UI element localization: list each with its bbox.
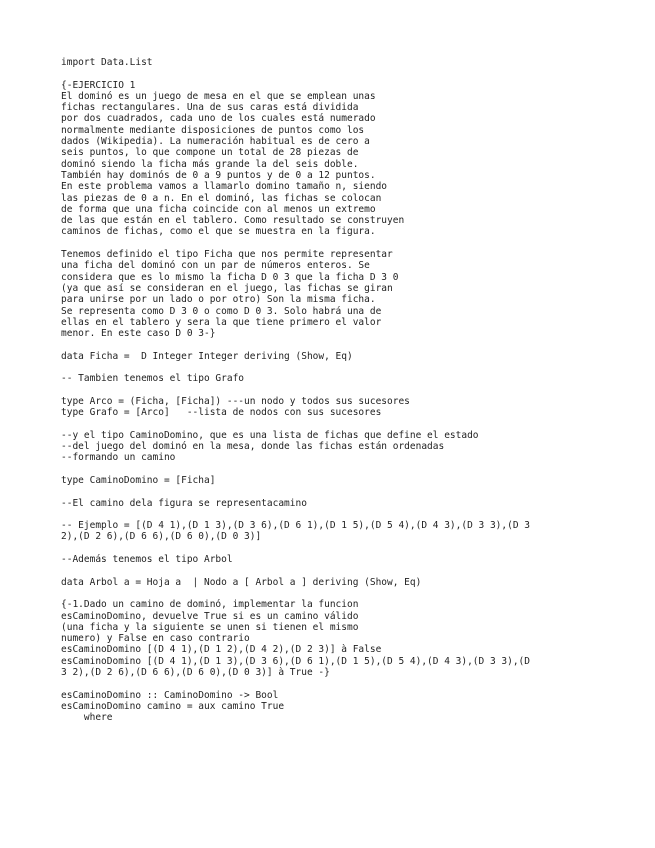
code-line: import Data.List <box>61 57 153 68</box>
code-block-comment-grafo <box>61 373 601 384</box>
blank-line <box>61 419 601 430</box>
code-line: Se representa como D 3 0 o como D 0 3. Solo habrá una de <box>61 305 382 317</box>
code-line: dados (Wikipedia). La numeración habitual es de cero a <box>61 136 370 148</box>
code-block-import <box>61 57 601 68</box>
code-line: {-EJERCICIO 1 <box>61 79 136 91</box>
code-line: where <box>61 712 113 724</box>
code-block-data-arbol <box>61 577 601 588</box>
code-line: una ficha del dominó con un par de números enteros. Se <box>61 260 370 272</box>
blank-line <box>61 339 601 350</box>
code-line: type Arco = (Ficha, [Ficha]) ---un nodo y todos sus sucesores <box>61 395 410 407</box>
code-line: --El camino dela figura se representacamino <box>61 497 307 509</box>
code-block-ficha-description <box>61 249 601 339</box>
blank-line <box>61 543 601 554</box>
code-block-comment-figura <box>61 498 601 509</box>
code-line: dominó siendo la ficha más grande la del seis doble. <box>61 158 359 170</box>
code-block-type-grafo <box>61 396 601 419</box>
code-block-type-camino <box>61 475 601 486</box>
code-line: esCaminoDomino [(D 4 1),(D 1 3),(D 3 6),(D 6 1),(D 1 5),(D 5 4),(D 4 3),(D 3 3),(D <box>61 655 530 667</box>
code-block-es-camino-def <box>61 690 601 724</box>
blank-line <box>61 464 601 475</box>
blank-line <box>61 385 601 396</box>
code-line: --y el tipo CaminoDomino, que es una lista de fichas que define el estado <box>61 429 479 441</box>
code-line: En este problema vamos a llamarlo domino tamaño n, siendo <box>61 181 388 193</box>
code-line: 2),(D 2 6),(D 6 6),(D 6 0),(D 0 3)] <box>61 531 262 543</box>
code-line: numero) y False en caso contrario <box>61 633 250 645</box>
code-line: ellas en el tablero y sera la que tiene primero el valor <box>61 316 382 328</box>
blank-line <box>61 238 601 249</box>
code-line: También hay dominós de 0 a 9 puntos y de 0 a 12 puntos. <box>61 169 376 181</box>
code-line: de forma que una ficha coincide con al menos un extremo <box>61 203 376 215</box>
code-line: -- Tambien tenemos el tipo Grafo <box>61 373 245 385</box>
code-line: (una ficha y la siguiente se unen si tienen el mismo <box>61 621 359 633</box>
code-line: esCaminoDomino [(D 4 1),(D 1 2),(D 4 2),(D 2 3)] à False <box>61 644 382 656</box>
code-line: las piezas de 0 a n. En el dominó, las fichas se colocan <box>61 192 382 204</box>
code-line: (ya que así se consideran en el juego, las fichas se giran <box>61 282 393 294</box>
code-line: --Además tenemos el tipo Arbol <box>61 554 233 566</box>
code-line: para unirse por un lado o por otro) Son la misma ficha. <box>61 294 376 306</box>
code-line: type CaminoDomino = [Ficha] <box>61 474 216 486</box>
code-line: considera que es lo mismo la ficha D 0 3 que la ficha D 3 0 <box>61 271 399 283</box>
blank-line <box>61 509 601 520</box>
code-block-comment-arbol <box>61 554 601 565</box>
source-code-text <box>61 57 601 724</box>
code-line: de las que están en el tablero. Como resultado se construyen <box>61 215 405 227</box>
blank-line <box>61 486 601 497</box>
code-line: esCaminoDomino :: CaminoDomino -> Bool <box>61 689 279 701</box>
blank-line <box>61 678 601 689</box>
code-block-comment-camino <box>61 430 601 464</box>
code-line: menor. En este caso D 0 3-} <box>61 328 216 340</box>
code-line: seis puntos, lo que compone un total de 28 piezas de <box>61 147 359 159</box>
code-line: esCaminoDomino camino = aux camino True <box>61 700 285 712</box>
code-line: esCaminoDomino, devuelve True si es un camino válido <box>61 610 359 622</box>
code-line: normalmente mediante disposiciones de puntos como los <box>61 124 365 136</box>
code-block-ejemplo <box>61 520 601 543</box>
blank-line <box>61 362 601 373</box>
code-line: caminos de fichas, como el que se muestra en la figura. <box>61 226 376 238</box>
code-block-data-ficha <box>61 351 601 362</box>
blank-line <box>61 565 601 576</box>
code-line: por dos cuadrados, cada uno de los cuales está numerado <box>61 113 376 125</box>
code-line: --formando un camino <box>61 452 176 464</box>
code-line: fichas rectangulares. Una de sus caras está dividida <box>61 102 359 114</box>
code-block-ejercicio-header <box>61 80 601 238</box>
code-line: Tenemos definido el tipo Ficha que nos permite representar <box>61 249 393 261</box>
code-line: data Ficha = D Integer Integer deriving (Show, Eq) <box>61 350 353 362</box>
blank-line <box>61 68 601 79</box>
code-line: type Grafo = [Arco] --lista de nodos con sus sucesores <box>61 407 382 419</box>
blank-line <box>61 588 601 599</box>
code-line: --del juego del dominó en la mesa, donde las fichas están ordenadas <box>61 441 445 453</box>
code-line: data Arbol a = Hoja a | Nodo a [ Arbol a ] deriving (Show, Eq) <box>61 576 422 588</box>
code-line: -- Ejemplo = [(D 4 1),(D 1 3),(D 3 6),(D 6 1),(D 1 5),(D 5 4),(D 4 3),(D 3 3),(D 3 <box>61 520 530 532</box>
code-line: 3 2),(D 2 6),(D 6 6),(D 6 0),(D 0 3)] à True -} <box>61 667 330 679</box>
code-line: {-1.Dado un camino de dominó, implementar la funcion <box>61 599 359 611</box>
code-line: El dominó es un juego de mesa en el que se emplean unas <box>61 90 376 102</box>
code-block-ejercicio-1-1 <box>61 599 601 678</box>
